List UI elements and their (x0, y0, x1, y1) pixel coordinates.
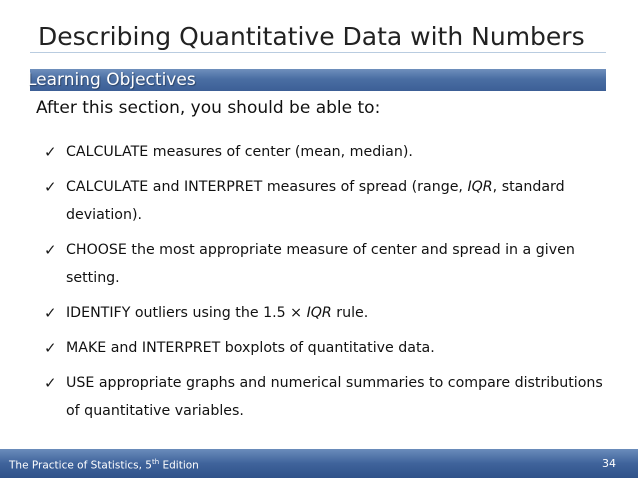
objective-text: USE appropriate graphs and numerical summaries to compare distributions of quantitative variables. (66, 375, 603, 419)
objectives-list (44, 138, 610, 432)
title-divider (30, 52, 606, 53)
checkmark-icon: ✓ (44, 178, 57, 196)
page-number: 34 (602, 457, 616, 470)
objective-item (44, 138, 610, 166)
intro-text: After this section, you should be able to: (36, 98, 381, 118)
objective-item (44, 173, 610, 229)
objective-text: MAKE and INTERPRET boxplots of quantitative data. (66, 340, 435, 356)
objective-item (44, 334, 610, 362)
objective-item (44, 299, 610, 327)
objective-text: IDENTIFY outliers using the 1.5 × (66, 305, 307, 321)
footer-book-name: The Practice of Statistics, 5 (9, 459, 152, 472)
checkmark-icon: ✓ (44, 304, 57, 322)
objective-text: CHOOSE the most appropriate measure of center and spread in a given setting. (66, 242, 575, 286)
objective-italic-term: IQR (467, 179, 493, 195)
slide-title: Describing Quantitative Data with Numbers (38, 22, 585, 51)
objective-text: CALCULATE measures of center (mean, median). (66, 144, 413, 160)
objective-italic-term: IQR (306, 305, 332, 321)
objective-text-tail: , standard deviation). (66, 179, 565, 223)
section-banner-label: Learning Objectives (27, 70, 196, 90)
footer-book-title (9, 458, 199, 472)
checkmark-icon: ✓ (44, 374, 57, 392)
objective-text-tail: rule. (331, 305, 369, 321)
checkmark-icon: ✓ (44, 339, 57, 357)
checkmark-icon: ✓ (44, 143, 57, 161)
footer-edition-word: Edition (159, 459, 199, 472)
objective-text: CALCULATE and INTERPRET measures of spread (range, (66, 179, 468, 195)
objective-item (44, 369, 610, 425)
footer-edition-superscript: th (151, 458, 160, 466)
checkmark-icon: ✓ (44, 241, 57, 259)
objective-item (44, 236, 610, 292)
